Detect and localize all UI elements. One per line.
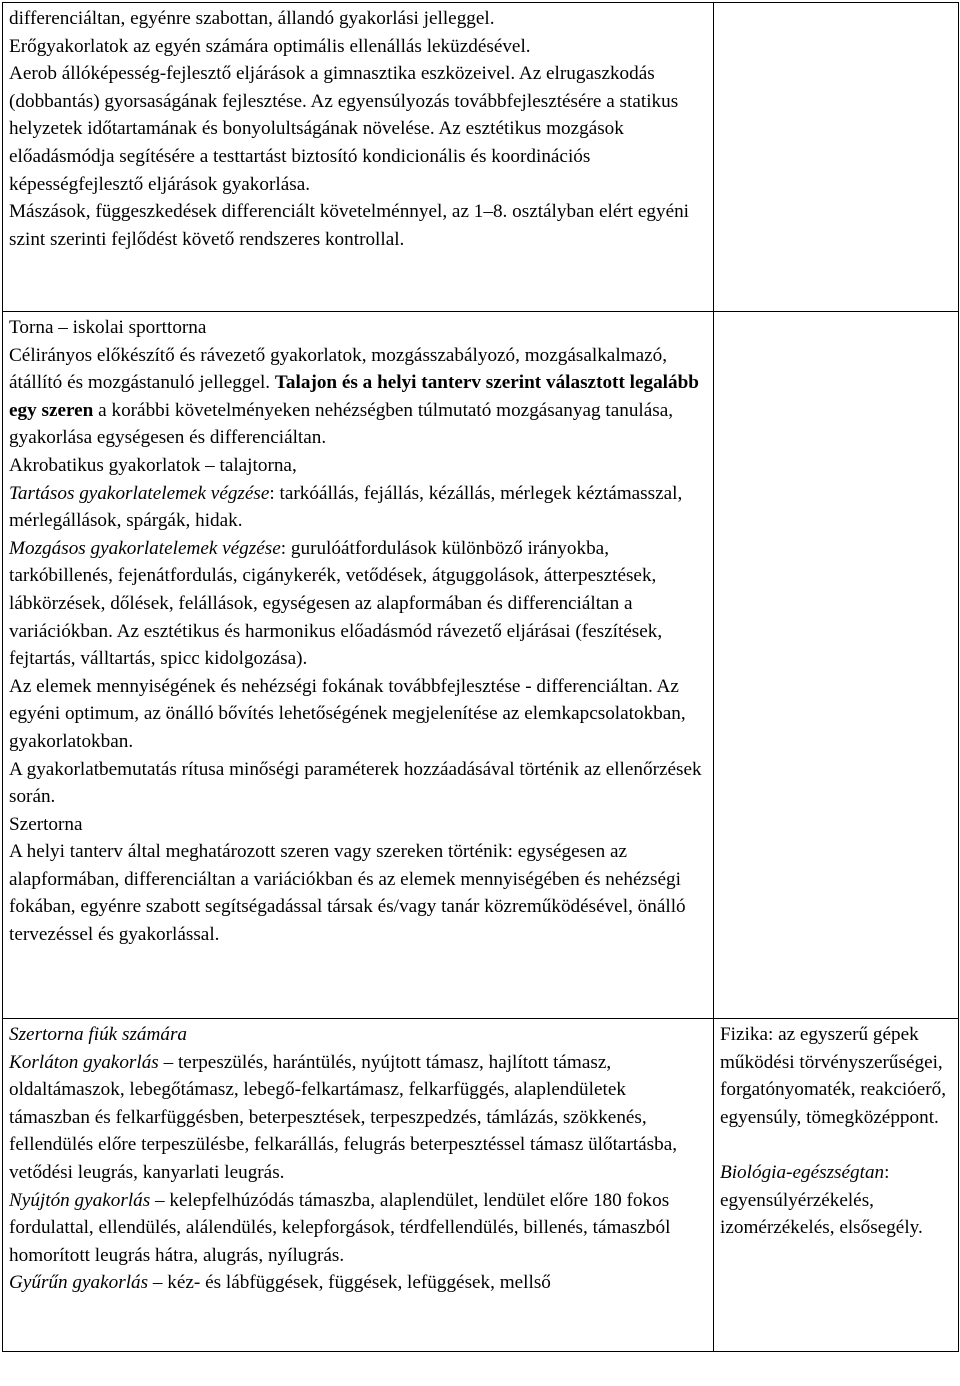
text-run: – terpeszülés, harántülés, nyújtott támasz, hajlított támasz, oldaltámaszok, lebegőtámasz, lebegő-felkartámasz, felkarfüggés, alaplendületek támaszban és felkarfüggésben, beterpesztések, terpeszpedzés, támlázás, szökkenés, fellendülés előre terpeszülésbe, felkarállás, felugrás beterpesztéssel támasz ülőtartásba, vetődési leugrás, kanyarlati leugrás. (9, 1051, 678, 1183)
paragraph: Erőgyakorlatok az egyén számára optimális ellenállás leküzdésével. (9, 35, 531, 57)
table-row (3, 312, 959, 1019)
content-cell-top (3, 3, 714, 312)
text-run: Célirányos előkészítő és rávezető gyakorlatok, mozgásszabályozó, mozgásalkalmazó, átállító és mozgástanuló jelleggel. (9, 344, 667, 394)
text-run: – kelepfelhúzódás támaszba, alaplendület, lendület előre 180 fokos fordulattal, ellendülés, alálendülés, kelepforgások, térdfellendülés, billenés, támaszból homorított leugrás hátra, alugrás, nyílugrás. (9, 1189, 671, 1266)
connection-cell-torna (714, 312, 959, 1019)
spacer (720, 1131, 952, 1159)
italic-label: Gyűrűn gyakorlás (9, 1272, 149, 1294)
paragraph (9, 1049, 707, 1187)
section-heading: Akrobatikus gyakorlatok – talajtorna, (9, 454, 297, 476)
section-heading: Szertorna fiúk számára (9, 1024, 188, 1045)
paragraph (9, 1269, 707, 1297)
connection-cell-szertorna-fiuk (714, 1019, 959, 1352)
curriculum-table (2, 2, 959, 1352)
paragraph (9, 535, 707, 673)
italic-label: Mozgásos gyakorlatelemek végzése (9, 537, 281, 559)
italic-label: Nyújtón gyakorlás (9, 1189, 151, 1211)
paragraph (9, 1187, 707, 1270)
connection-cell-top (714, 3, 959, 312)
text-run: a korábbi követelményeken nehézségben túlmutató mozgásanyag tanulása, gyakorlása egységesen és differenciáltan. (9, 399, 674, 449)
italic-label: Tartásos gyakorlatelemek végzése (9, 482, 270, 504)
paragraph: A gyakorlatbemutatás rítusa minőségi paraméterek hozzáadásával történik az ellenőrzések során. (9, 758, 702, 808)
paragraph: Aerob állóképesség-fejlesztő eljárások a gimnasztika eszközeivel. Az elrugaszkodás (dobbantás) gyorsaságának fejlesztése. Az egyensúlyozás továbbfejlesztésére a statikus helyzetek időtartamának és bonyolultságának növelése. Az esztétikus mozgások előadásmódja segítésére a testtartást biztosító kondicionális és koordinációs képességfejlesztő eljárások gyakorlása. (9, 63, 679, 195)
italic-label: Biológia-egészségtan (720, 1161, 885, 1183)
paragraph: Az elemek mennyiségének és nehézségi fokának továbbfejlesztése - differenciáltan. Az egyéni optimum, az önálló bővítés lehetőségének megjelenítése az elemkapcsolatokban, gyakorlatokban. (9, 675, 686, 752)
paragraph: A helyi tanterv által meghatározott szeren vagy szereken történik: egységesen az alapformában, differenciáltan a variációkban és az elemek mennyiségében és nehézségi fokában, egyénre szabott segítségadással társak és/vagy tanár közreműködésével, önálló tervezéssel és gyakorlással. (9, 841, 686, 946)
bold-text: Talajon és a helyi tanterv szerint választott legalább egy szeren (9, 372, 699, 421)
table-row (3, 1019, 959, 1352)
paragraph (9, 480, 707, 535)
paragraph (9, 342, 707, 452)
paragraph: Mászások, függeszkedések differenciált követelménnyel, az 1–8. osztályban elért egyéni szint szerinti fejlődést követő rendszeres kontrollal. (9, 201, 690, 250)
section-heading: Torna – iskolai sporttorna (9, 317, 207, 338)
text-run: : egyensúlyérzékelés, izomérzékelés, elsősegély. (720, 1161, 923, 1239)
text-run: : tarkóállás, fejállás, kézállás, mérlegek kéztámasszal, mérlegállások, spárgák, hidak. (9, 482, 683, 532)
content-cell-torna (3, 312, 714, 1019)
text-run: – kéz- és lábfüggések, függések, lefüggések, mellső (148, 1272, 551, 1294)
section-heading: Szertorna (9, 813, 83, 835)
table-row (3, 3, 959, 312)
paragraph: differenciáltan, egyénre szabottan, állandó gyakorlási jelleggel. (9, 8, 495, 29)
cross-curricular-physics: Fizika: az egyszerű gépek működési törvényszerűségei, forgatónyomaték, reakcióerő, egyensúly, tömegközéppont. (720, 1024, 947, 1128)
text-run: : gurulóátfordulások különböző irányokba, tarkóbillenés, fejenátfordulás, cigánykerék, vetődések, átguggolások, átterpesztések, lábkörzések, dőlések, felállások, egységesen az alapformában és differenciáltan a variációkban. Az esztétikus és harmonikus előadásmód rávezető eljárásai (feszítések, fejtartás, válltartás, spicc kidolgozása). (9, 537, 663, 670)
italic-label: Korláton gyakorlás (9, 1051, 159, 1073)
content-cell-szertorna-fiuk (3, 1019, 714, 1352)
cross-curricular-biology (720, 1159, 952, 1242)
